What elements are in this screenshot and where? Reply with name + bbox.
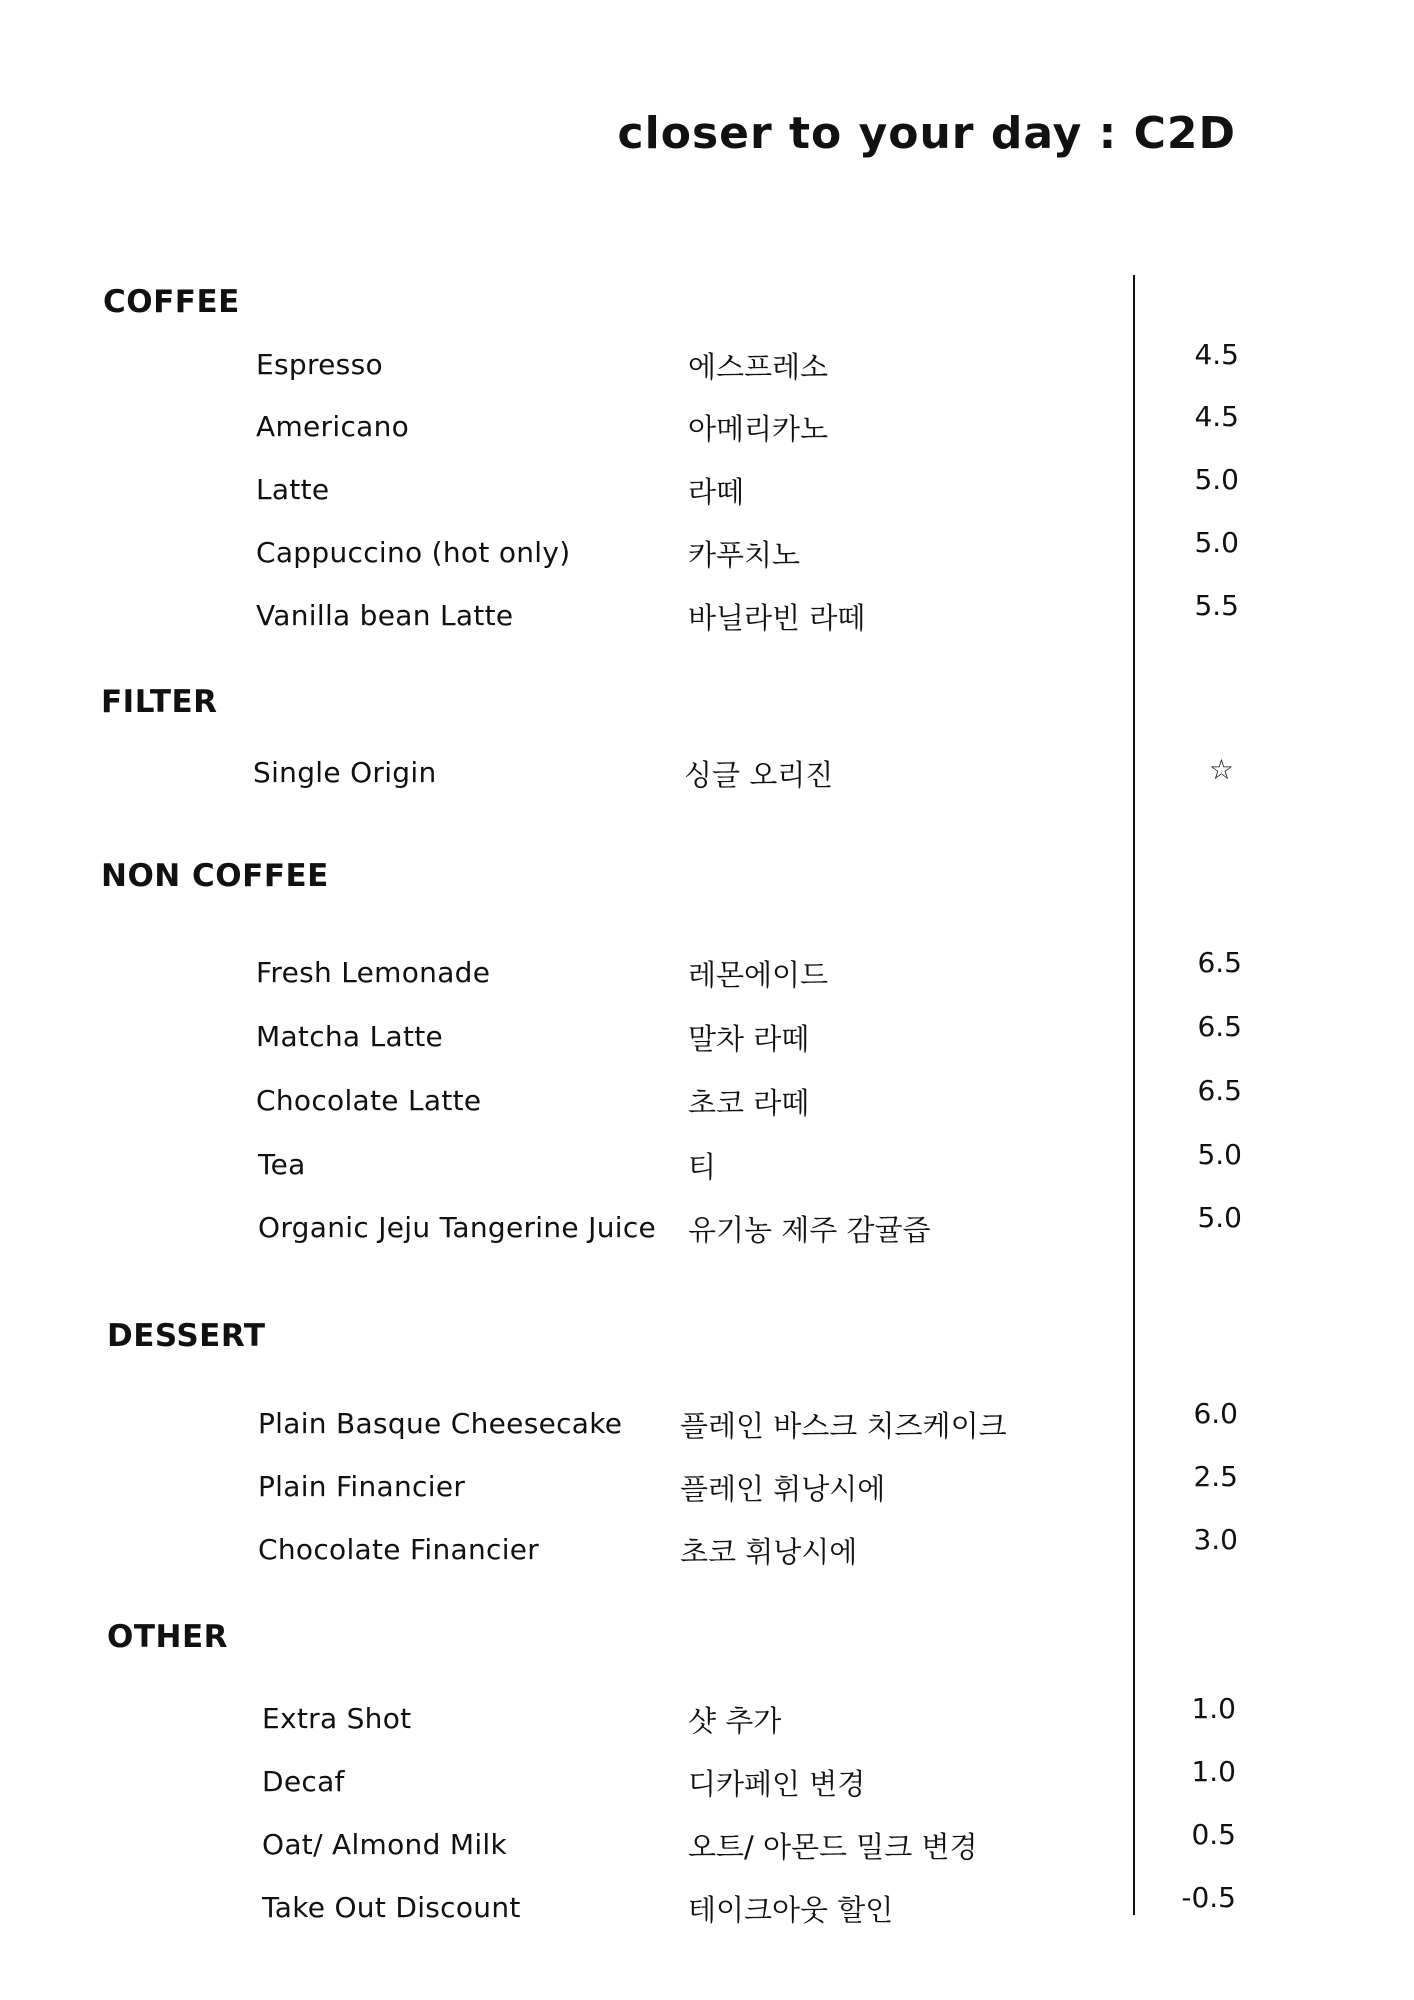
menu-item bbox=[0, 1010, 1414, 1064]
menu-item bbox=[0, 338, 1414, 392]
item-name-en: Chocolate Latte bbox=[256, 1084, 482, 1117]
item-name-en: Cappuccino (hot only) bbox=[256, 536, 571, 569]
item-name-en: Oat/ Almond Milk bbox=[262, 1828, 508, 1861]
item-price: 5.5 bbox=[1194, 589, 1239, 622]
item-price: 6.5 bbox=[1197, 1074, 1242, 1107]
item-price: 6.0 bbox=[1193, 1397, 1238, 1430]
item-name-ko: 샷 추가 bbox=[688, 1704, 782, 1738]
item-name-en: Organic Jeju Tangerine Juice bbox=[258, 1211, 657, 1244]
item-name-ko: 아메리카노 bbox=[688, 412, 829, 446]
item-name-ko: 플레인 바스크 치즈케이크 bbox=[680, 1409, 1007, 1443]
item-name-ko: 디카페인 변경 bbox=[688, 1767, 866, 1801]
item-name-ko: 티 bbox=[688, 1150, 717, 1184]
menu-item bbox=[0, 1074, 1414, 1128]
item-price: 3.0 bbox=[1193, 1523, 1238, 1556]
item-price: 2.5 bbox=[1193, 1460, 1238, 1493]
item-name-en: Latte bbox=[256, 473, 330, 506]
item-price: 5.0 bbox=[1197, 1201, 1242, 1234]
section-title: OTHER bbox=[107, 1619, 228, 1655]
item-name-en: Decaf bbox=[262, 1765, 345, 1798]
item-name-en: Matcha Latte bbox=[256, 1020, 444, 1053]
item-name-en: Extra Shot bbox=[262, 1702, 412, 1735]
item-price: 6.5 bbox=[1197, 946, 1242, 979]
section-title: COFFEE bbox=[103, 284, 240, 320]
section-title: NON COFFEE bbox=[101, 858, 329, 894]
item-name-en: Take Out Discount bbox=[262, 1891, 521, 1924]
star-icon: ☆ bbox=[1208, 753, 1234, 786]
menu-item bbox=[0, 1818, 1414, 1872]
item-name-ko: 레몬에이드 bbox=[688, 958, 829, 992]
item-price: 4.5 bbox=[1194, 400, 1239, 433]
item-name-en: Single Origin bbox=[253, 756, 437, 789]
menu-item bbox=[0, 463, 1414, 517]
item-name-en: Americano bbox=[256, 410, 410, 443]
item-name-ko: 말차 라떼 bbox=[688, 1022, 810, 1056]
item-price: 1.0 bbox=[1191, 1692, 1236, 1725]
item-name-en: Tea bbox=[258, 1148, 306, 1181]
menu-item bbox=[0, 753, 1414, 800]
item-name-en: Vanilla bean Latte bbox=[256, 599, 514, 632]
section-title: FILTER bbox=[101, 684, 218, 720]
item-price: 5.0 bbox=[1194, 526, 1239, 559]
item-name-ko: 초코 휘낭시에 bbox=[680, 1535, 858, 1569]
item-price: -0.5 bbox=[1181, 1881, 1236, 1914]
menu-item bbox=[0, 589, 1414, 643]
item-name-ko: 오트/ 아몬드 밀크 변경 bbox=[688, 1830, 978, 1864]
menu-item bbox=[0, 1692, 1414, 1746]
menu-item bbox=[0, 1201, 1414, 1255]
menu-item bbox=[0, 1881, 1414, 1935]
item-price: 1.0 bbox=[1191, 1755, 1236, 1788]
item-name-en: Plain Financier bbox=[258, 1470, 466, 1503]
item-name-en: Fresh Lemonade bbox=[256, 956, 491, 989]
item-name-en: Plain Basque Cheesecake bbox=[258, 1407, 623, 1440]
menu-item bbox=[0, 1755, 1414, 1809]
item-name-ko: 테이크아웃 할인 bbox=[688, 1893, 894, 1927]
menu-item bbox=[0, 1460, 1414, 1514]
item-price: 5.0 bbox=[1197, 1138, 1242, 1171]
item-name-ko: 플레인 휘낭시에 bbox=[680, 1472, 886, 1506]
section-title: DESSERT bbox=[107, 1318, 266, 1354]
item-name-ko: 싱글 오리진 bbox=[684, 758, 834, 792]
menu-item bbox=[0, 526, 1414, 580]
item-name-en: Espresso bbox=[256, 348, 383, 381]
item-price: 0.5 bbox=[1191, 1818, 1236, 1851]
menu-item bbox=[0, 1397, 1414, 1451]
menu-item bbox=[0, 1523, 1414, 1577]
item-name-en: Chocolate Financier bbox=[258, 1533, 540, 1566]
page-title: closer to your day : C2D bbox=[617, 108, 1236, 159]
item-name-ko: 바닐라빈 라떼 bbox=[688, 601, 866, 635]
item-name-ko: 라떼 bbox=[688, 475, 745, 509]
item-name-ko: 초코 라떼 bbox=[688, 1086, 810, 1120]
item-name-ko: 유기농 제주 감귤즙 bbox=[688, 1213, 931, 1247]
menu-item bbox=[0, 400, 1414, 454]
item-price: 5.0 bbox=[1194, 463, 1239, 496]
item-price: 4.5 bbox=[1194, 338, 1239, 371]
item-name-ko: 카푸치노 bbox=[688, 538, 801, 572]
item-name-ko: 에스프레소 bbox=[688, 350, 829, 384]
menu-item bbox=[0, 946, 1414, 1000]
item-price: 6.5 bbox=[1197, 1010, 1242, 1043]
menu-item bbox=[0, 1138, 1414, 1192]
